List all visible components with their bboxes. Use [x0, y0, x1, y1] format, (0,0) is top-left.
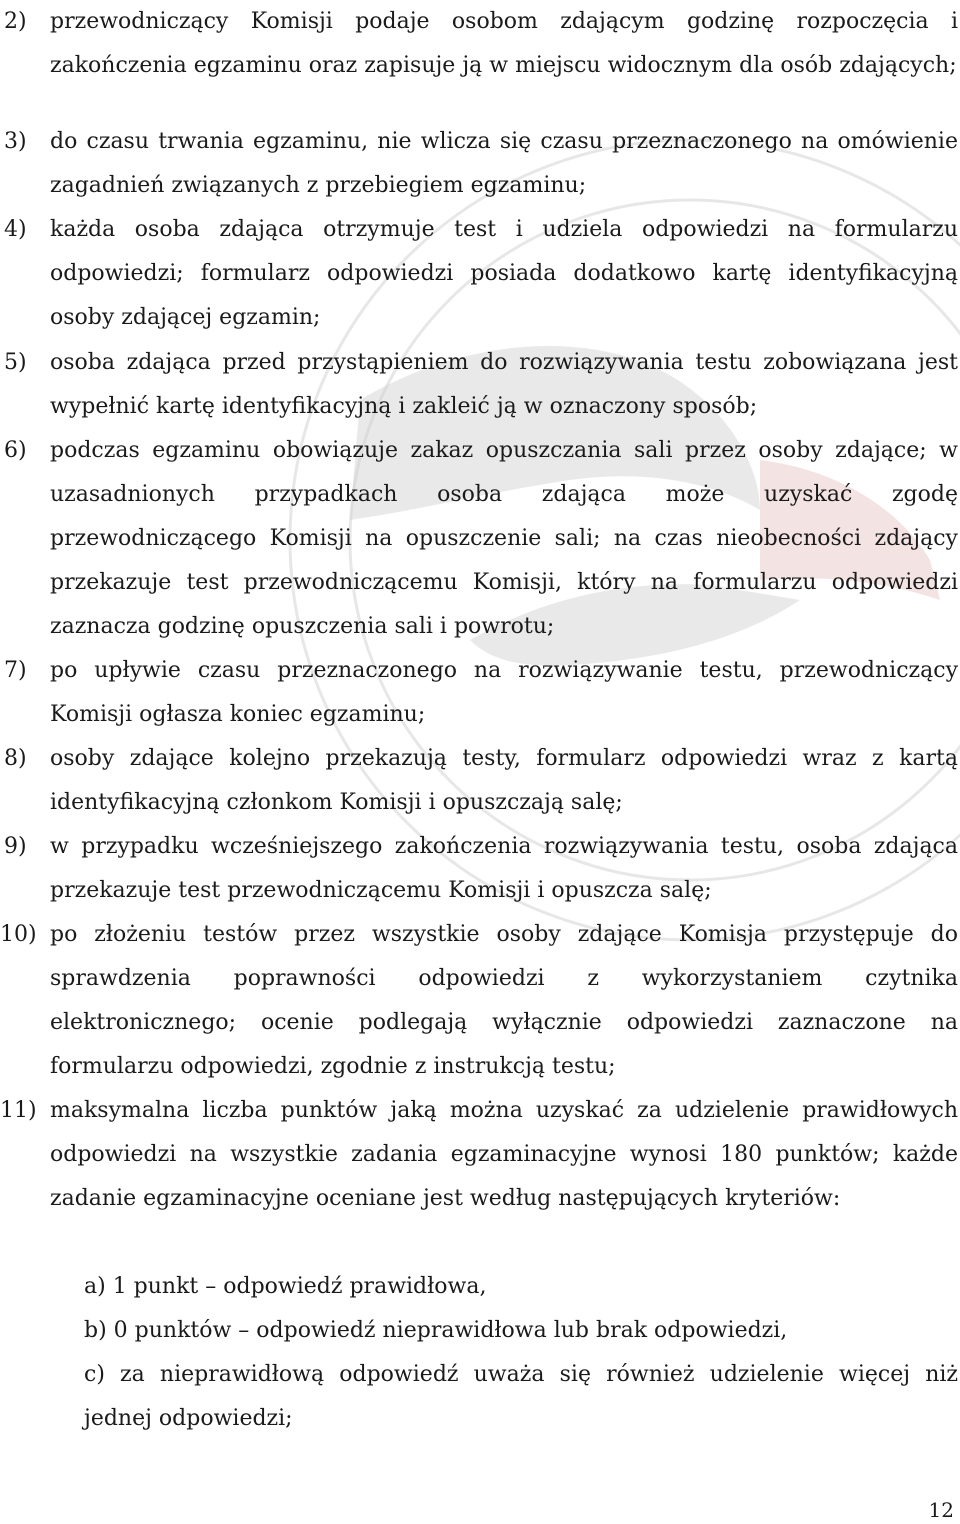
- criteria-item-a: a) 1 punkt – odpowiedź prawidłowa,: [84, 1274, 487, 1299]
- page-number: 12: [928, 1498, 954, 1522]
- list-item-text: przewodniczący Komisji podaje osobom zdającym godzinę rozpoczęcia i zakończenia egzaminu oraz zapisuje ją w miejscu widocznym dla osób zdających;: [50, 9, 958, 78]
- list-item: [0, 120, 958, 208]
- list-item: [0, 825, 958, 913]
- list-item-number: 2): [4, 9, 27, 34]
- list-item-text: maksymalna liczba punktów jaką można uzyskać za udzielenie prawidłowych odpowiedzi na wszystkie zadania egzaminacyjne wynosi 180 punktów; każde zadanie egzaminacyjne oceniane jest według następujących kryteriów:: [50, 1098, 958, 1211]
- list-item-text: osoba zdająca przed przystąpieniem do rozwiązywania testu zobowiązana jest wypełnić kartę identyfikacyjną i zakleić ją w oznaczony sposób;: [50, 350, 958, 419]
- list-item-text: do czasu trwania egzaminu, nie wlicza się czasu przeznaczonego na omówienie zagadnień związanych z przebiegiem egzaminu;: [50, 129, 958, 198]
- list-item-text: w przypadku wcześniejszego zakończenia rozwiązywania testu, osoba zdająca przekazuje test przewodniczącemu Komisji i opuszcza salę;: [50, 834, 958, 903]
- list-item-number: 3): [4, 129, 27, 154]
- list-item-text: po upływie czasu przeznaczonego na rozwiązywanie testu, przewodniczący Komisji ogłasza koniec egzaminu;: [50, 658, 958, 727]
- criteria-item-b: b) 0 punktów – odpowiedź nieprawidłowa lub brak odpowiedzi,: [84, 1318, 788, 1343]
- list-item: [0, 737, 958, 825]
- list-item: [0, 341, 958, 429]
- list-item-number: 5): [4, 350, 27, 375]
- criteria-item-c: c) za nieprawidłową odpowiedź uważa się również udzielenie więcej niż jednej odpowiedzi;: [84, 1362, 958, 1431]
- list-item-number: 8): [4, 746, 27, 771]
- list-item-text: po złożeniu testów przez wszystkie osoby zdające Komisja przystępuje do sprawdzenia poprawności odpowiedzi z wykorzystaniem czytnika elektronicznego; ocenie podlegają wyłącznie odpowiedzi zaznaczone na formularzu odpowiedzi, zgodnie z instrukcją testu;: [50, 922, 958, 1079]
- list-item-number: 10): [0, 922, 37, 947]
- list-item: [0, 208, 958, 340]
- list-item-number: 6): [4, 438, 27, 463]
- list-item: [0, 0, 958, 88]
- list-item: [0, 429, 958, 649]
- list-item-number: 7): [4, 658, 27, 683]
- list-item-text: osoby zdające kolejno przekazują testy, formularz odpowiedzi wraz z kartą identyfikacyjną członkom Komisji i opuszczają salę;: [50, 746, 958, 815]
- list-item-number: 11): [0, 1098, 37, 1123]
- list-item: [0, 649, 958, 737]
- list-item-number: 9): [4, 834, 27, 859]
- list-item-number: 4): [4, 217, 27, 242]
- list-item-text: podczas egzaminu obowiązuje zakaz opuszczania sali przez osoby zdające; w uzasadnionych przypadkach osoba zdająca może uzyskać zgodę przewodniczącego Komisji na opuszczenie sali; na czas nieobecności zdający przekazuje test przewodniczącemu Komisji, który na formularzu odpowiedzi zaznacza godzinę opuszczenia sali i powrotu;: [50, 438, 958, 639]
- list-item: [0, 1089, 958, 1221]
- list-item: [0, 913, 958, 1089]
- list-item-text: każda osoba zdająca otrzymuje test i udziela odpowiedzi na formularzu odpowiedzi; formularz odpowiedzi posiada dodatkowo kartę identyfikacyjną osoby zdającej egzamin;: [50, 217, 958, 330]
